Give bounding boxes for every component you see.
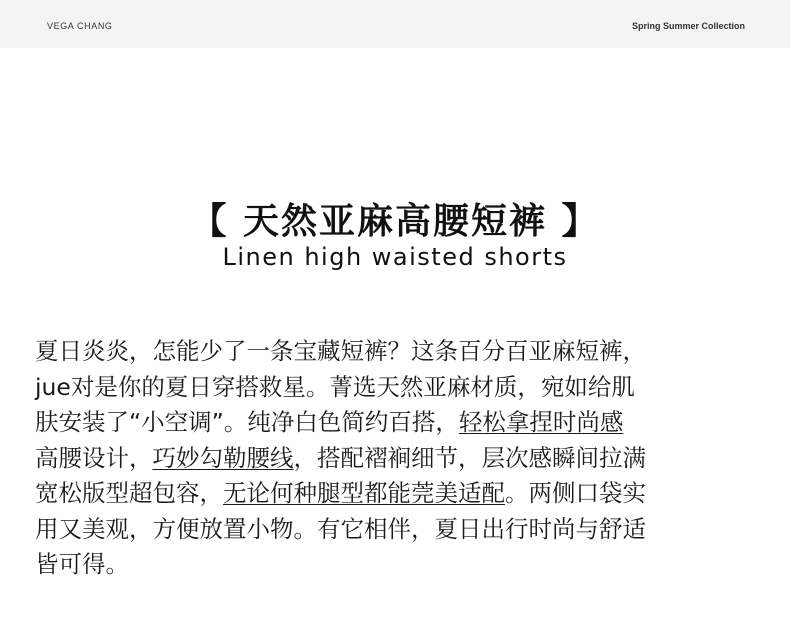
underlined-highlight: 轻松拿捏时尚感 bbox=[458, 408, 624, 436]
paragraph-line bbox=[35, 370, 757, 406]
text-segment: 夏日炎炎，怎能少了一条宝藏短裤？这条百分百亚麻短裤， bbox=[35, 337, 646, 365]
paragraph-line bbox=[35, 476, 757, 512]
collection-label: Spring Summer Collection bbox=[631, 21, 745, 31]
text-segment: ，搭配褶裥细节，层次感瞬间拉满 bbox=[293, 443, 646, 472]
underlined-highlight: 无论何种腿型都能莞美适配 bbox=[223, 479, 505, 507]
brand-name: VEGA CHANG bbox=[47, 21, 113, 31]
paragraph-line bbox=[35, 405, 757, 441]
product-subtitle: Linen high waisted shorts bbox=[222, 243, 568, 271]
text-segment: 皆可得。 bbox=[35, 550, 129, 578]
text-segment: 高腰设计， bbox=[35, 443, 153, 472]
paragraph-line bbox=[35, 334, 757, 370]
text-segment: 用又美观，方便放置小物。有它相伴，夏日出行时尚与舒适 bbox=[35, 514, 646, 543]
title-container bbox=[0, 193, 790, 244]
text-segment: 。两侧口袋实 bbox=[505, 479, 646, 507]
paragraph-line bbox=[35, 547, 757, 583]
description-paragraph bbox=[35, 334, 757, 583]
underlined-highlight: 巧妙勾勒腰线 bbox=[152, 443, 294, 472]
text-segment: 肤安装了“小空调”。纯净白色简约百搭， bbox=[35, 408, 459, 436]
subtitle-container bbox=[0, 243, 790, 271]
text-segment: 宽松版型超包容， bbox=[35, 479, 223, 507]
paragraph-line bbox=[35, 512, 757, 548]
text-segment: jue对是你的夏日穿搭救星。菁选天然亚麻材质，宛如给肌 bbox=[35, 372, 635, 401]
paragraph-line bbox=[35, 441, 757, 477]
product-title: 【 天然亚麻高腰短裤 】 bbox=[190, 201, 600, 242]
header-bar bbox=[0, 0, 790, 48]
